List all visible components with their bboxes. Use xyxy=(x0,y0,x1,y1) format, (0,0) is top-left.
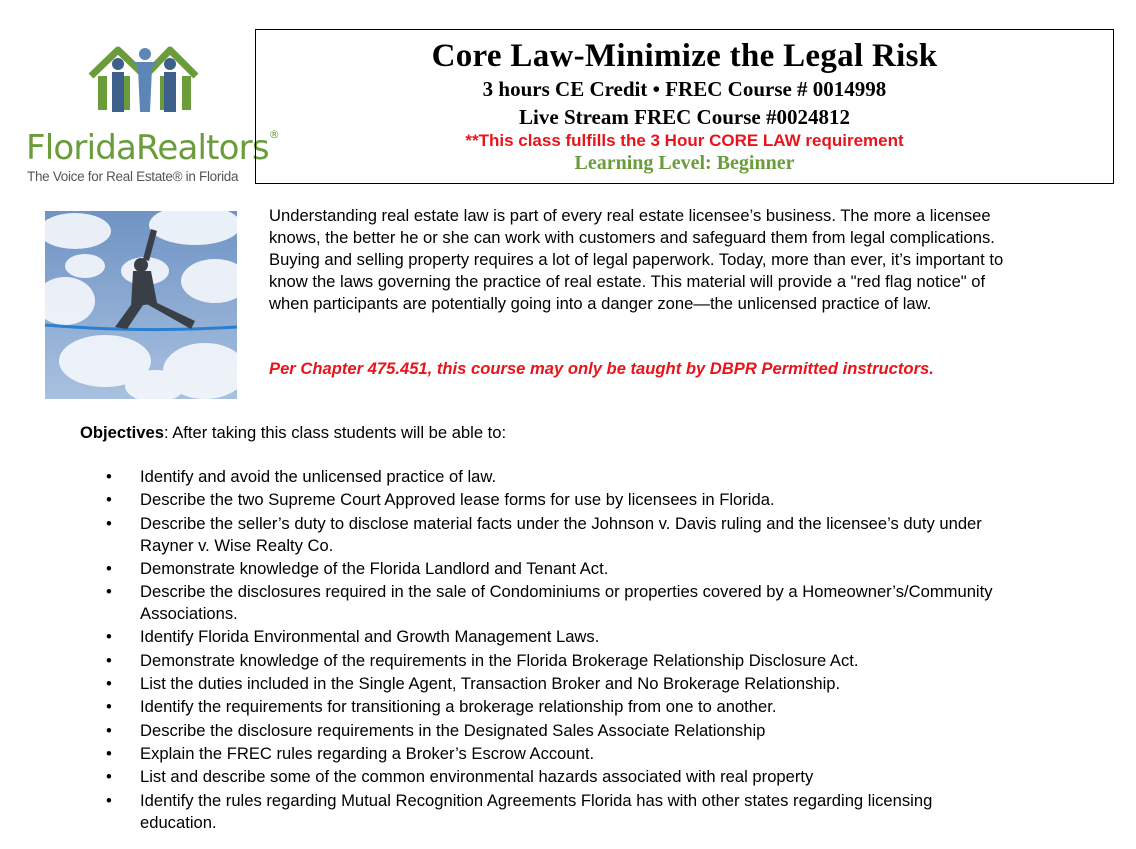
objective-item xyxy=(0,558,1010,580)
objective-item xyxy=(0,489,1010,511)
objective-text: List the duties included in the Single Agent, Transaction Broker and No Brokerage Relationship. xyxy=(140,674,841,694)
bullet-icon: • xyxy=(106,558,112,578)
logo-wordmark: FloridaRealtors® xyxy=(26,128,279,168)
course-description: Understanding real estate law is part of every real estate licensee’s business. The more a licensee knows, the better he or she can work with customers and safeguard them from legal complications. Buying and selling property requires a lot of legal paperwork. Today, more than ever, it’s important to know the laws governing the practice of real estate. This material will provide a "red flag notice" of when participants are potentially going into a danger zone—the unlicensed practice of law. xyxy=(269,206,1004,313)
learning-level: Learning Level: Beginner xyxy=(574,152,795,174)
objective-item xyxy=(0,626,1010,648)
houses-people-icon xyxy=(88,36,204,116)
florida-realtors-logo xyxy=(24,36,279,186)
objective-item xyxy=(0,766,1010,788)
bullet-icon: • xyxy=(106,490,112,510)
course-title: Core Law-Minimize the Legal Risk xyxy=(431,38,938,74)
bullet-icon: • xyxy=(106,513,112,533)
bullet-icon: • xyxy=(106,627,112,647)
objective-item xyxy=(0,513,1010,557)
bullet-icon: • xyxy=(106,767,112,787)
instructor-permit-notice: Per Chapter 475.451, this course may only be taught by DBPR Permitted instructors. xyxy=(269,359,934,378)
ce-credit-line: 3 hours CE Credit • FREC Course # 0014998 xyxy=(482,77,887,101)
objectives-heading xyxy=(80,423,506,443)
objective-item xyxy=(0,581,1010,625)
objective-item xyxy=(0,743,1010,765)
objectives-label: Objectives xyxy=(80,423,164,442)
objective-text: Describe the two Supreme Court Approved lease forms for use by licensees in Florida. xyxy=(140,490,775,510)
objective-item xyxy=(0,720,1010,742)
objective-item xyxy=(0,650,1010,672)
course-header-box xyxy=(255,29,1114,184)
logo-tagline: The Voice for Real Estate® in Florida xyxy=(27,169,239,184)
objective-text: Identify Florida Environmental and Growth Management Laws. xyxy=(140,627,600,647)
core-law-requirement-note: **This class fulfills the 3 Hour CORE LAW requirement xyxy=(465,131,904,150)
objective-item xyxy=(0,790,1010,834)
bullet-icon: • xyxy=(106,697,112,717)
bullet-icon: • xyxy=(106,743,112,763)
objective-text: Explain the FREC rules regarding a Broker’s Escrow Account. xyxy=(140,743,595,763)
bullet-icon: • xyxy=(106,790,112,810)
objective-text: List and describe some of the common environmental hazards associated with real property xyxy=(140,767,814,787)
objective-text: Describe the disclosures required in the sale of Condominiums or properties covered by a Homeowner’s/Community Associations. xyxy=(140,582,993,624)
bullet-icon: • xyxy=(106,467,112,486)
bullet-icon: • xyxy=(106,720,112,740)
objective-item xyxy=(0,696,1010,718)
objective-item xyxy=(0,673,1010,695)
bullet-icon: • xyxy=(106,674,112,694)
objectives-intro: : After taking this class students will be able to: xyxy=(163,423,507,442)
objective-text: Identify the requirements for transitioning a brokerage relationship from one to another. xyxy=(140,697,777,717)
objective-text: Describe the disclosure requirements in the Designated Sales Associate Relationship xyxy=(140,720,766,740)
livestream-course-line: Live Stream FREC Course #0024812 xyxy=(519,105,850,129)
objective-text: Demonstrate knowledge of the requirements in the Florida Brokerage Relationship Disclosure Act. xyxy=(140,650,859,670)
objective-text: Describe the seller’s duty to disclose material facts under the Johnson v. Davis ruling and the licensee’s duty under Rayner v. Wise Realty Co. xyxy=(140,513,982,555)
objective-item xyxy=(0,466,1010,488)
objective-text: Identify and avoid the unlicensed practice of law. xyxy=(140,467,497,486)
bullet-icon: • xyxy=(106,582,112,602)
bullet-icon: • xyxy=(106,650,112,670)
objective-text: Identify the rules regarding Mutual Recognition Agreements Florida has with other states regarding licensing education. xyxy=(140,790,933,832)
tightrope-businessman-image xyxy=(45,211,237,399)
objective-text: Demonstrate knowledge of the Florida Landlord and Tenant Act. xyxy=(140,558,609,578)
objectives-list xyxy=(0,466,1136,835)
